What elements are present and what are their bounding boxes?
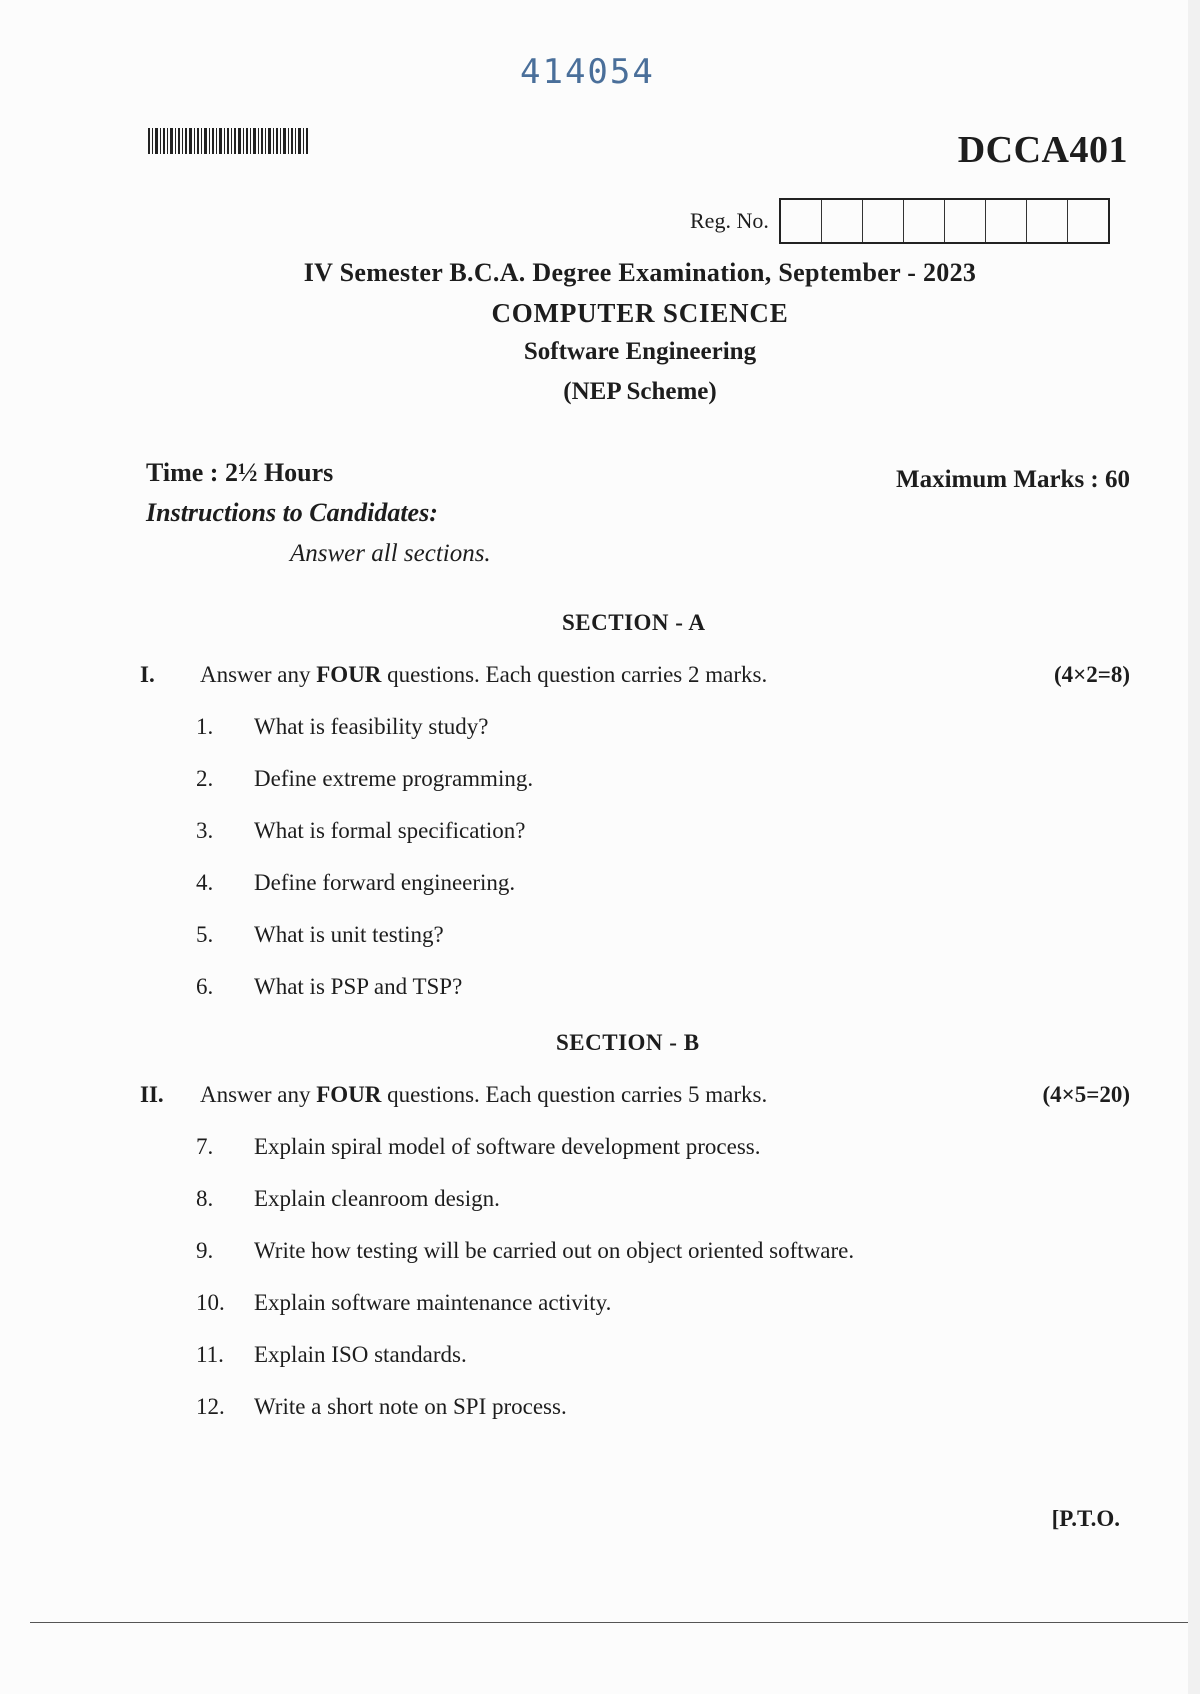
- question-item: [196, 870, 515, 896]
- instructions-text: Answer all sections.: [290, 540, 491, 567]
- question-text: Write a short note on SPI process.: [254, 1394, 567, 1419]
- section-a-title: SECTION - A: [562, 610, 706, 635]
- question-text: Explain cleanroom design.: [254, 1186, 500, 1211]
- instruction-pre: Answer any: [200, 662, 317, 687]
- please-turn-over: [P.T.O.: [1051, 1506, 1120, 1531]
- question-item: [196, 1134, 761, 1160]
- question-number: 2.: [196, 766, 214, 791]
- question-number: 10.: [196, 1290, 225, 1315]
- instruction-bold: FOUR: [316, 1082, 382, 1107]
- reg-no-boxes: [779, 198, 1110, 244]
- question-number: 1.: [196, 714, 214, 739]
- instruction-post: questions. Each question carries 5 marks.: [381, 1082, 768, 1107]
- question-number: 6.: [196, 974, 214, 999]
- question-number: 3.: [196, 818, 214, 843]
- question-text: Define extreme programming.: [254, 766, 534, 791]
- question-item: [196, 1238, 854, 1264]
- question-item: [196, 1186, 500, 1212]
- question-item: [196, 1290, 611, 1316]
- section-b-instruction-text: [200, 1082, 767, 1108]
- section-b-roman: II.: [140, 1082, 164, 1107]
- question-text: What is PSP and TSP?: [254, 974, 463, 999]
- reg-no-box: [781, 200, 822, 242]
- question-number: 9.: [196, 1238, 214, 1263]
- time-allowed: Time : 2½ Hours: [146, 458, 334, 487]
- question-number: 5.: [196, 922, 214, 947]
- question-text: What is formal specification?: [254, 818, 526, 843]
- question-text: What is feasibility study?: [254, 714, 489, 739]
- section-a-instruction-text: [200, 662, 767, 688]
- barcode-icon: [148, 128, 310, 154]
- question-text: Explain spiral model of software development process.: [254, 1134, 761, 1159]
- maximum-marks: Maximum Marks : 60: [896, 466, 1130, 493]
- section-a-roman: I.: [140, 662, 155, 687]
- instruction-bold: FOUR: [316, 662, 382, 687]
- reg-no-box: [1027, 200, 1068, 242]
- question-item: [196, 818, 525, 844]
- question-text: Explain software maintenance activity.: [254, 1290, 612, 1315]
- question-number: 4.: [196, 870, 214, 895]
- paper-title: Software Engineering: [523, 338, 757, 365]
- section-a-marks: (4×2=8): [1053, 662, 1130, 687]
- page-bottom-rule: [30, 1622, 1200, 1623]
- reg-no-box: [945, 200, 986, 242]
- question-item: [196, 974, 462, 1000]
- reg-no-box: [986, 200, 1027, 242]
- instruction-pre: Answer any: [200, 1082, 317, 1107]
- question-text: What is unit testing?: [254, 922, 444, 947]
- question-item: [196, 714, 488, 740]
- question-number: 12.: [196, 1394, 225, 1419]
- question-number: 8.: [196, 1186, 214, 1211]
- question-text: Write how testing will be carried out on object oriented software.: [254, 1238, 855, 1263]
- question-number: 7.: [196, 1134, 214, 1159]
- instructions-heading: Instructions to Candidates:: [146, 498, 438, 527]
- section-b-marks: (4×5=20): [1042, 1082, 1130, 1107]
- question-item: [196, 922, 444, 948]
- question-text: Explain ISO standards.: [254, 1342, 467, 1367]
- instruction-post: questions. Each question carries 2 marks.: [381, 662, 768, 687]
- subject-title: COMPUTER SCIENCE: [491, 298, 789, 328]
- serial-number: 414054: [520, 52, 655, 92]
- page-edge: [1188, 0, 1200, 1694]
- question-item: [196, 1394, 567, 1420]
- section-b-title: SECTION - B: [556, 1030, 700, 1055]
- exam-title: IV Semester B.C.A. Degree Examination, September - 2023: [303, 258, 977, 287]
- reg-no-box: [863, 200, 904, 242]
- question-item: [196, 1342, 467, 1368]
- question-number: 11.: [196, 1342, 224, 1367]
- scheme-title: (NEP Scheme): [563, 378, 717, 405]
- question-item: [196, 766, 533, 792]
- reg-no-box: [822, 200, 863, 242]
- question-text: Define forward engineering.: [254, 870, 516, 895]
- reg-no-box: [904, 200, 945, 242]
- reg-no-box: [1068, 200, 1108, 242]
- paper-code: DCCA401: [957, 129, 1128, 171]
- reg-no-label: Reg. No.: [690, 208, 769, 233]
- reg-no-field: [690, 198, 1110, 244]
